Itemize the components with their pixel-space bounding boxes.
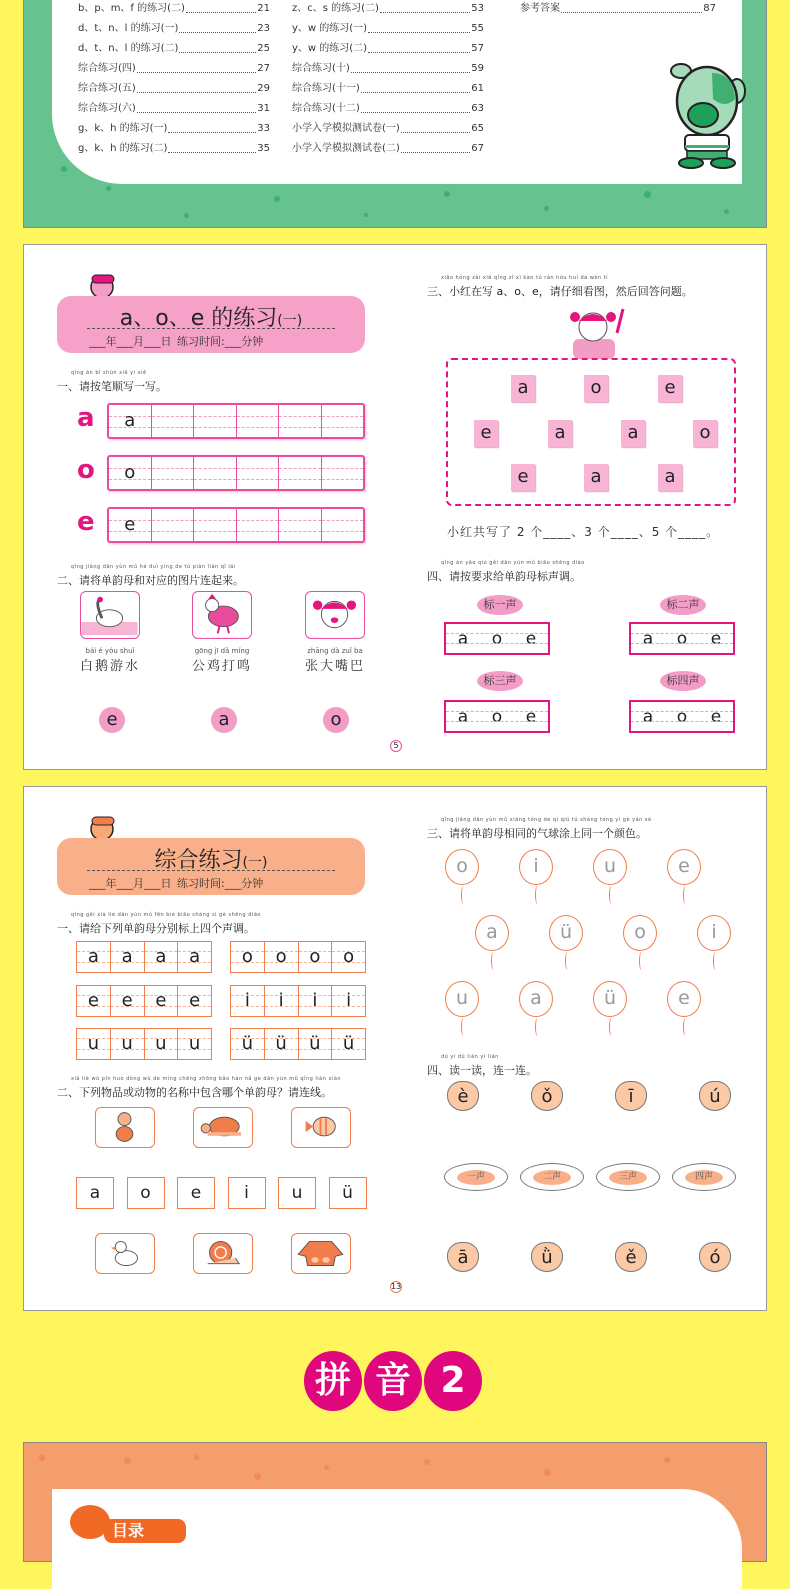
toc-entry-page: 21 bbox=[257, 3, 270, 14]
caption-girl: zhāng dà zuǐ ba 张大嘴巴 bbox=[304, 647, 365, 674]
worksheet-page-review bbox=[23, 786, 767, 1311]
vowel-box[interactable]: u bbox=[278, 1177, 316, 1209]
toc-entry-page: 57 bbox=[471, 43, 484, 54]
question-4: qǐng àn yāo qiú gěi dān yùn mǔ biāo shēng diào 四、请按要求给单韵母标声调。 bbox=[427, 560, 585, 583]
tone-plate[interactable]: 四声 bbox=[672, 1163, 736, 1191]
question-2: qǐng jiāng dān yùn mǔ hé duì yìng de tú piàn lián qǐ lái 二、请将单韵母和对应的图片连起来。 bbox=[57, 564, 244, 587]
answer-line[interactable]: 小红共写了 2 个____、3 个____、5 个____。 bbox=[447, 525, 720, 539]
balloon[interactable]: a bbox=[519, 981, 553, 1017]
date-line: ___年___月___日 练习时间:___分钟 bbox=[89, 335, 264, 348]
toc-label: 目录 bbox=[104, 1519, 186, 1543]
letter-cards-area bbox=[446, 358, 736, 506]
page-number: 13 bbox=[391, 1282, 402, 1291]
toc-column-3 bbox=[520, 0, 716, 19]
toc-entry[interactable] bbox=[78, 39, 270, 59]
toc-entry-title: 综合练习(五) bbox=[78, 83, 136, 94]
toc-entry[interactable] bbox=[292, 119, 484, 139]
balloon[interactable]: u bbox=[593, 849, 627, 885]
toc-entry-page: 33 bbox=[257, 123, 270, 134]
balloon[interactable]: ü bbox=[593, 981, 627, 1017]
page-title: a、o、e 的练习(一) bbox=[119, 306, 303, 331]
toc-entry[interactable] bbox=[78, 19, 270, 39]
balloon[interactable]: i bbox=[519, 849, 553, 885]
toc-entry[interactable] bbox=[292, 79, 484, 99]
balloon[interactable]: i bbox=[697, 915, 731, 951]
question-3: qǐng jiāng dān yùn mǔ xiāng tóng de qì qiú tú shàng tóng yí gè yán sè 三、请将单韵母相同的气球涂上同一个颜色。 bbox=[427, 817, 652, 840]
toc-entry-title: y、w 的练习(一) bbox=[292, 23, 368, 34]
writing-row-a[interactable]: a bbox=[107, 403, 365, 439]
toc-entry-title: 综合练习(十二) bbox=[292, 103, 360, 114]
toc-entry-page: 31 bbox=[257, 103, 270, 114]
page-number: 5 bbox=[390, 740, 402, 752]
toc-entry-title: 综合练习(四) bbox=[78, 63, 136, 74]
vowel-box[interactable]: e bbox=[177, 1177, 215, 1209]
question-2: xià liè wù pǐn huò dòng wù de míng chēng zhōng bāo hán nǎ ge dān yùn mǔ qǐng lián xiàn 二、下列物品或动物的名称中包含哪个单韵母？请连线。 bbox=[57, 1076, 342, 1099]
letter-card[interactable]: e bbox=[658, 375, 682, 402]
toc-column-2 bbox=[292, 0, 484, 159]
stroke-letter-e: e bbox=[77, 507, 95, 537]
letter-card[interactable]: o bbox=[584, 375, 608, 402]
tone-grid[interactable]: i i i i bbox=[230, 985, 366, 1017]
tone-label-2: 标二声 bbox=[660, 595, 706, 615]
toc-entry-title: d、t、n、l 的练习(二) bbox=[78, 43, 179, 54]
toc-entry-title: y、w 的练习(二) bbox=[292, 43, 368, 54]
balloon[interactable]: e bbox=[667, 981, 701, 1017]
letter-card[interactable]: e bbox=[474, 420, 498, 447]
tone-label-4: 标四声 bbox=[660, 671, 706, 691]
fruit-tone-card[interactable]: ī bbox=[615, 1081, 647, 1111]
balloon[interactable]: o bbox=[445, 849, 479, 885]
toc-entry-title: g、k、h 的练习(二) bbox=[78, 143, 168, 154]
tone-plate[interactable]: 三声 bbox=[596, 1163, 660, 1191]
badge-char-1: 拼 bbox=[304, 1351, 362, 1411]
toc-content bbox=[52, 0, 742, 184]
date-line: ___年___月___日 练习时间:___分钟 bbox=[89, 877, 264, 890]
tone-box-1[interactable]: a o e bbox=[444, 622, 550, 655]
question-3: xiǎo hóng zài xiě qǐng zǐ xì kàn tú rán hòu huí dá wèn tí 三、小红在写 a、o、e，请仔细看图，然后回答问题。 bbox=[427, 275, 693, 298]
vowel-circle-e[interactable]: e bbox=[99, 707, 125, 733]
tone-box-4[interactable]: a o e bbox=[629, 700, 735, 733]
tone-plate[interactable]: 二声 bbox=[520, 1163, 584, 1191]
girl-icon[interactable] bbox=[305, 591, 365, 639]
dog-mascot-icon bbox=[667, 59, 747, 169]
tone-grid[interactable]: u u u u bbox=[76, 1028, 212, 1060]
tone-box-3[interactable]: a o e bbox=[444, 700, 550, 733]
toc-column-1 bbox=[78, 0, 270, 159]
toc-entry-page: 61 bbox=[471, 83, 484, 94]
toc-entry-title: 小学入学模拟测试卷(二) bbox=[292, 143, 400, 154]
tone-grid[interactable]: a a a a bbox=[76, 941, 212, 973]
toc-page-2 bbox=[23, 1442, 767, 1562]
toc-entry[interactable] bbox=[292, 0, 484, 19]
fruit-tone-card[interactable]: ě bbox=[615, 1242, 647, 1272]
fruit-tone-card[interactable]: ā bbox=[447, 1242, 479, 1272]
rooster-icon[interactable] bbox=[192, 591, 252, 639]
toc-entry-page: 23 bbox=[257, 23, 270, 34]
toc-entry[interactable] bbox=[292, 59, 484, 79]
girl-writing-icon bbox=[559, 303, 629, 359]
letter-card[interactable]: a bbox=[584, 464, 608, 491]
writing-row-e[interactable]: e bbox=[107, 507, 365, 543]
badge-char-2: 音 bbox=[364, 1351, 422, 1411]
toc-entry-page: 59 bbox=[471, 63, 484, 74]
snake-icon[interactable] bbox=[95, 1107, 155, 1148]
toc-entry-title: z、c、s 的练习(二) bbox=[292, 3, 379, 14]
goose-icon[interactable] bbox=[80, 591, 140, 639]
balloon[interactable]: a bbox=[475, 915, 509, 951]
toc-entry-title: 综合练习(六) bbox=[78, 103, 136, 114]
toc-entry[interactable] bbox=[292, 99, 484, 119]
toc-entry-title: 综合练习(十) bbox=[292, 63, 350, 74]
fruit-tone-card[interactable]: ú bbox=[699, 1081, 731, 1111]
toc-entry-page: 65 bbox=[471, 123, 484, 134]
question-1: qǐng àn bǐ shùn xiě yi xiě 一、请按笔顺写一写。 bbox=[57, 370, 167, 393]
turtle-icon[interactable] bbox=[193, 1107, 253, 1148]
toc-entry[interactable] bbox=[292, 39, 484, 59]
tone-box-2[interactable]: a o e bbox=[629, 622, 735, 655]
toc-entry-title: 综合练习(十一) bbox=[292, 83, 360, 94]
vowel-circle-o[interactable]: o bbox=[323, 707, 349, 733]
tone-grid[interactable]: e e e e bbox=[76, 985, 212, 1017]
fruit-tone-card[interactable]: ǒ bbox=[531, 1081, 563, 1111]
question-4: dú yi dú lián yi lián 四、读一读，连一连。 bbox=[427, 1054, 537, 1077]
section-badge bbox=[304, 1351, 482, 1411]
toc-entry[interactable] bbox=[292, 19, 484, 39]
stroke-letter-o: o bbox=[77, 455, 95, 485]
caption-rooster: gōng jī dǎ míng 公鸡打鸣 bbox=[191, 647, 252, 674]
letter-card[interactable]: a bbox=[548, 420, 572, 447]
toc-entry[interactable] bbox=[78, 59, 270, 79]
fruit-tone-card[interactable]: ǜ bbox=[531, 1242, 563, 1272]
fruit-tone-card[interactable]: è bbox=[447, 1081, 479, 1111]
coat-icon[interactable] bbox=[291, 1233, 351, 1274]
toc-entry[interactable] bbox=[292, 139, 484, 159]
toc-entry[interactable] bbox=[78, 79, 270, 99]
writing-row-o[interactable]: o bbox=[107, 455, 365, 491]
vowel-box[interactable]: i bbox=[228, 1177, 266, 1209]
tone-plate[interactable]: 一声 bbox=[444, 1163, 508, 1191]
page-title-banner bbox=[57, 838, 365, 895]
pig-mascot-icon bbox=[84, 269, 120, 299]
toc-entry-title: 小学入学模拟测试卷(一) bbox=[292, 123, 400, 134]
toc-entry[interactable] bbox=[78, 99, 270, 119]
vowel-box[interactable]: o bbox=[127, 1177, 165, 1209]
worksheet-page-aoe bbox=[23, 244, 767, 770]
toc-entry[interactable] bbox=[78, 119, 270, 139]
letter-card[interactable]: a bbox=[511, 375, 535, 402]
toc-page bbox=[23, 0, 767, 228]
badge-char-3: 2 bbox=[424, 1351, 482, 1411]
toc-entry-page: 25 bbox=[257, 43, 270, 54]
toc-entry-page: 55 bbox=[471, 23, 484, 34]
vowel-box[interactable]: a bbox=[76, 1177, 114, 1209]
fish-icon[interactable] bbox=[291, 1107, 351, 1148]
balloon[interactable]: ü bbox=[549, 915, 583, 951]
snail-icon[interactable] bbox=[193, 1233, 253, 1274]
duck-icon[interactable] bbox=[95, 1233, 155, 1274]
letter-card[interactable]: a bbox=[658, 464, 682, 491]
balloon[interactable]: u bbox=[445, 981, 479, 1017]
toc-entry-page: 35 bbox=[257, 143, 270, 154]
pig-mascot-icon bbox=[84, 811, 120, 841]
vowel-circle-a[interactable]: a bbox=[211, 707, 237, 733]
tone-label-3: 标三声 bbox=[477, 671, 523, 691]
toc-entry-page: 27 bbox=[257, 63, 270, 74]
toc-entry-title: b、p、m、f 的练习(二) bbox=[78, 3, 185, 14]
toc-entry-title: d、t、n、l 的练习(一) bbox=[78, 23, 179, 34]
toc-entry[interactable] bbox=[78, 139, 270, 159]
balloon[interactable]: o bbox=[623, 915, 657, 951]
toc-entry-page: 87 bbox=[703, 3, 716, 14]
fruit-tone-card[interactable]: ó bbox=[699, 1242, 731, 1272]
tone-grid[interactable]: o o o o bbox=[230, 941, 366, 973]
caption-goose: bái é yóu shuǐ 白鹅游水 bbox=[79, 647, 140, 674]
page-title: 综合练习(一) bbox=[154, 848, 268, 873]
toc-entry-page: 53 bbox=[471, 3, 484, 14]
page-title-banner bbox=[57, 296, 365, 353]
tone-grid[interactable]: ü ü ü ü bbox=[230, 1028, 366, 1060]
toc-entry[interactable] bbox=[520, 0, 716, 19]
vowel-box[interactable]: ü bbox=[329, 1177, 367, 1209]
letter-card[interactable]: o bbox=[693, 420, 717, 447]
toc-entry-page: 29 bbox=[257, 83, 270, 94]
balloon[interactable]: e bbox=[667, 849, 701, 885]
stroke-letter-a: a bbox=[77, 403, 95, 433]
toc-entry-page: 67 bbox=[471, 143, 484, 154]
toc-entry-page: 63 bbox=[471, 103, 484, 114]
letter-card[interactable]: e bbox=[511, 464, 535, 491]
toc-entry[interactable] bbox=[78, 0, 270, 19]
question-1: qǐng gěi xià liè dān yùn mǔ fēn bié biāo shàng sì gè shēng diào 一、请给下列单韵母分别标上四个声调。 bbox=[57, 912, 261, 935]
toc-entry-title: g、k、h 的练习(一) bbox=[78, 123, 168, 134]
tone-label-1: 标一声 bbox=[477, 595, 523, 615]
toc-entry-title: 参考答案 bbox=[520, 3, 560, 14]
letter-card[interactable]: a bbox=[621, 420, 645, 447]
